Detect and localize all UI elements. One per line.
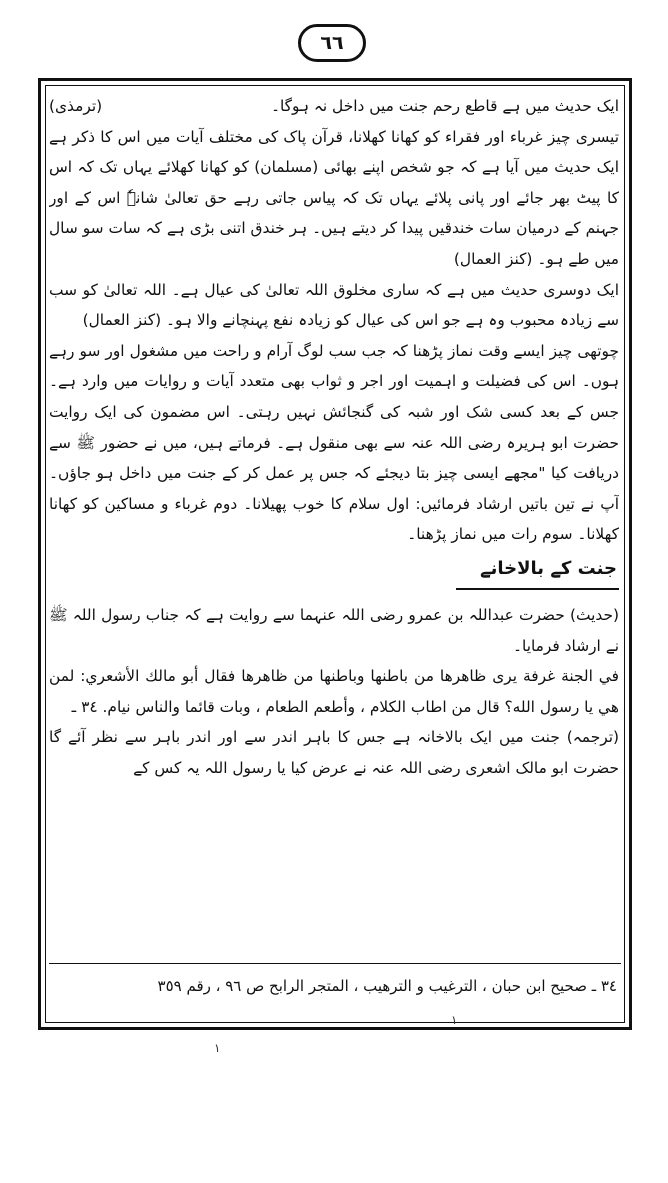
citation-tirmidhi: (ترمذی) <box>49 97 103 115</box>
footnote: ٣٤ ـ صحیح ابن حبان ، الترغیب و الترهیب ، المتجر الرابح ص ٩٦ ، رقم ٣٥٩ <box>157 977 617 995</box>
page-number-text: ٦٦ <box>320 32 344 54</box>
paragraph-6-translation: (ترجمہ) جنت میں ایک بالاخانہ ہے جس کا باہر اندر سے اور اندر باہر سے نظر آئے گا حضرت ابو مالک اشعری رضی اللہ عنہ نے عرض کیا یا رسول اللہ یہ کس کے <box>49 728 619 777</box>
section-heading: جنت کے بالاخانے <box>456 552 619 590</box>
paragraph-2 <box>49 122 619 275</box>
paragraph-3 <box>49 275 619 336</box>
paragraph-4: چوتھی چیز ایسے وقت نماز پڑھنا کہ جب سب لوگ آرام و راحت میں مشغول اور سو رہے ہوں۔ اس کی فضیلت و اہمیت اور اجر و ثواب بھی متعدد آیات و روایات میں وارد ہے۔ جس کے بعد کسی شک اور شبہ کی گنجائش نہیں رہتی۔ اس مضمون کی ایک روایت حضرت ابو ہریرہ رضی اللہ عنہ سے بھی منقول ہے۔ فرماتے ہیں، میں نے حضور ﷺ سے دریافت کیا "مجھے ایسی چیز بتا دیجئے کہ جس پر عمل کر کے جنت میں داخل ہو جاؤں۔ آپ نے تین باتیں ارشاد فرمائیں: اول سلام کا خوب پھیلانا۔ دوم غرباء و مساکین کو کھانا کھلانا۔ سوم رات میں نماز پڑھنا۔ <box>49 341 619 544</box>
paragraph-5: (حدیث) حضرت عبداللہ بن عمرو رضی اللہ عنہما سے روایت ہے کہ جناب رسول اللہ ﷺ نے ارشاد فرمایا۔ <box>49 605 619 655</box>
footnote-divider <box>49 963 621 964</box>
paragraph-2-text: تیسری چیز غرباء اور فقراء کو کھانا کھلانا، قرآن پاک کی مختلف آیات میں اس کا ذکر ہے ایک حدیث میں آیا ہے کہ جو شخص اپنے بھائی (مسلمان) کو کھانا کھلائے یہاں تک کہ اس کا پیٹ بھر جائے اور پانی پلائے یہاں تک کہ پیاس جاتی رہے حق تعالیٰ شانہٗ اس کے اور جہنم کے درمیان سات خندقیں پیدا کر دیتے ہیں۔ ہر خندق اتنی بڑی ہے کہ سات سو سال میں طے ہو۔ <box>49 127 619 268</box>
page-number <box>298 24 366 62</box>
paragraph-1-text: ایک حدیث میں ہے قاطع رحم جنت میں داخل نہ ہوگا۔ <box>270 97 619 115</box>
paragraph-1 <box>49 91 619 122</box>
paragraph-3-text: ایک دوسری حدیث میں ہے کہ ساری مخلوق اللہ تعالیٰ کی عیال ہے۔ اللہ تعالیٰ کو سب سے زیادہ محبوب وہ ہے جو اس کی عیال کو زیادہ نفع پہنچانے والا ہو۔ <box>49 280 619 330</box>
margin-mark-inner: ١ <box>451 1013 458 1027</box>
margin-mark-outer: ١ <box>214 1041 221 1055</box>
page-frame <box>38 78 632 1030</box>
body-text <box>49 91 619 957</box>
arabic-hadith-text: في الجنة غرفة يرى ظاهرها من باطنها وباطنها من ظاهرها فقال أبو مالك الأشعري: لمن هي يا رسول الله؟ قال من اطاب الكلام ، وأطعم الطعام ، وبات قائما والناس نيام. ٣٤ ـ <box>49 667 619 716</box>
citation-kanz-1: (کنز العمال) <box>453 249 533 268</box>
citation-kanz-2: (کنز العمال) <box>82 311 162 330</box>
